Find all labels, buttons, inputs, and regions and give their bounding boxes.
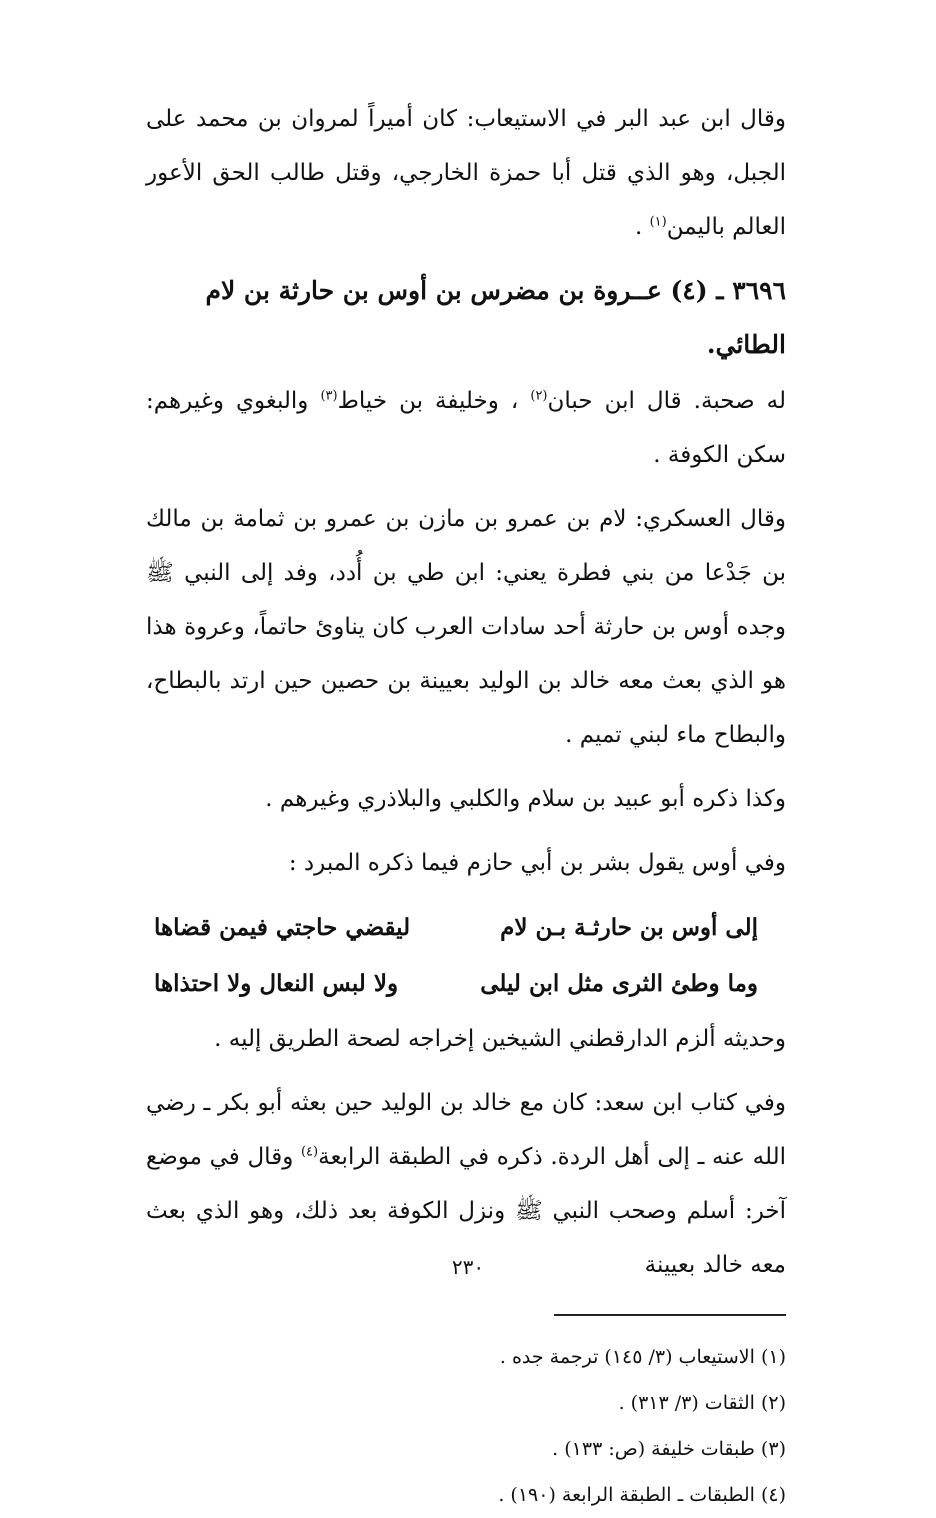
- paragraph-askari: وقال العسكري: لام بن عمرو بن مازن بن عمرو بن ثمامة بن مالك بن جَدْعا من بني فطرة يعني: ابن طي بن أُدد، وفد إلى النبي ﷺ وجده أوس بن حارثة أحد سادات العرب كان يناوئ حاتماً، وعروة هذا هو الذي بعث معه خالد بن الوليد بعيينة بن حصين حين ارتد بالبطاح، والبطاح ماء لبني تميم .: [146, 506, 786, 748]
- page-number: ٢٣٠: [451, 1255, 485, 1279]
- paragraph-bishr: وفي أوس يقول بشر بن أبي حازم فيما ذكره المبرد :: [288, 850, 786, 876]
- paragraph-text: وفي كتاب ابن سعد: كان مع خالد بن الوليد حين بعثه أبو بكر ـ رضي الله عنه ـ إلى أهل الردة. ذكره في الطبقة الرابعة: [146, 1090, 786, 1170]
- paragraph-text: وقال في موضع آخر: أسلم وصحب النبي ﷺ ونزل الكوفة بعد ذلك، وهو الذي بعث معه خالد بعيينة: [146, 1144, 786, 1278]
- footnote-ref-1: (١): [649, 214, 667, 230]
- paragraph-text: ، وخليفة بن خياط: [337, 388, 531, 414]
- entry-heading: ٣٦٩٦ ـ (٤) عــروة بن مضرس بن أوس بن حارثة بن لام الطائي.: [205, 276, 786, 359]
- verse-first-hemistich: إلى أوس بن حارثـة بـن لام: [500, 914, 758, 941]
- paragraph-abu-ubaid: وكذا ذكره أبو عبيد بن سلام والكلبي والبلاذري وغيرهم .: [265, 786, 786, 812]
- verse-line: [154, 956, 758, 1012]
- paragraph-companionship: [146, 374, 786, 482]
- footnote-1: (١) الاستيعاب (٣/ ١٤٥) ترجمة جده .: [499, 1346, 786, 1368]
- verse-line: [154, 900, 758, 956]
- footnote-ref-3: (٣): [320, 388, 338, 404]
- paragraph-text: والبغوي وغيرهم: سكن الكوفة .: [146, 388, 786, 468]
- verse-second-hemistich: ليقضي حاجتي فيمن قضاها: [154, 914, 411, 941]
- verse-second-hemistich: ولا لبس النعال ولا احتذاها: [154, 970, 399, 997]
- paragraph-text: وقال ابن عبد البر في الاستيعاب: كان أميراً لمروان بن محمد على الجبل، وهو الذي قتل أبا حمزة الخارجي، وقتل طالب الحق الأعور العالم باليمن: [146, 106, 786, 240]
- footnote-2: (٢) الثقات (٣/ ٣١٣) .: [618, 1392, 786, 1414]
- paragraph-end: .: [634, 214, 650, 240]
- page-body: [146, 92, 786, 1518]
- footnote-3: (٣) طبقات خليفة (ص: ١٣٣) .: [552, 1438, 786, 1460]
- footnote-ref-4: (٤): [300, 1144, 319, 1160]
- paragraph-text: له صحبة. قال ابن حبان: [547, 388, 787, 414]
- paragraph-daraqutni: وحديثه ألزم الدارقطني الشيخين إخراجه لصحة الطريق إليه .: [214, 1026, 786, 1052]
- footnote-ref-2: (٢): [530, 388, 548, 404]
- footnote-divider: [554, 1314, 786, 1316]
- verse-first-hemistich: وما وطئ الثرى مثل ابن ليلى: [480, 970, 758, 997]
- paragraph-ibn-abd-al-barr: [146, 92, 786, 254]
- footnote-4: (٤) الطبقات ـ الطبقة الرابعة (١٩٠) .: [498, 1484, 786, 1506]
